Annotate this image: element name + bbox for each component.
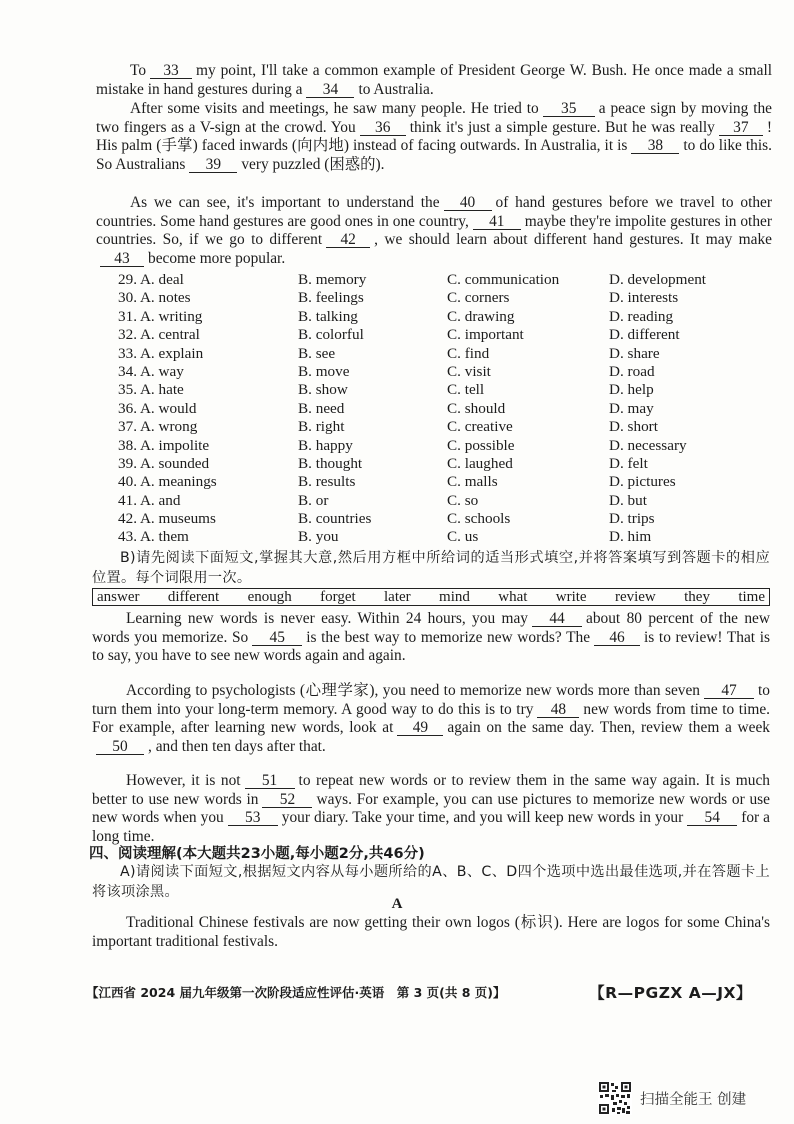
option-a: 32. A. central bbox=[118, 326, 200, 344]
passage-b-paragraph-1: Learning new words is never easy. Within 24 hours, you may 44 about 80 percent of the new words you memorize. So 45 is the best way to memorize new words? The 46 is to review! That is to say, you have to see new words again and again. bbox=[92, 610, 770, 665]
blank-35: 35 bbox=[543, 101, 595, 117]
word-different: different bbox=[167, 588, 220, 605]
section-four-instruction: A)请阅读下面短文,根据短文内容从每小题所给的A、B、C、D四个选项中选出最佳选项,并在答题卡上将该项涂黑。 bbox=[92, 864, 770, 900]
blank-36: 36 bbox=[360, 120, 406, 136]
blank-50: 50 bbox=[96, 739, 144, 755]
cloze-paragraph-2: After some visits and meetings, he saw many people. He tried to 35 a peace sign by moving the two fingers as a V-sign at the crowd. You 36 think it's just a simple gesture. But he was really 37 ! His palm (手掌) faced inwards (向内地) instead of facing outwards. In Australia, it is 38 to do like this. So Australians 39 very puzzled (困惑的). bbox=[96, 100, 773, 173]
option-row-35 bbox=[118, 381, 758, 399]
blank-44: 44 bbox=[532, 611, 582, 627]
option-row-32 bbox=[118, 326, 758, 344]
word-write: write bbox=[555, 588, 587, 605]
option-a: 34. A. way bbox=[118, 362, 184, 380]
option-c: C. so bbox=[447, 491, 479, 509]
option-b: B. happy bbox=[298, 436, 353, 454]
footer-code: 【R—PGZX A—JX】 bbox=[589, 984, 752, 1002]
blank-46: 46 bbox=[594, 630, 640, 646]
option-row-34 bbox=[118, 363, 758, 381]
blank-47: 47 bbox=[704, 683, 754, 699]
option-d: D. short bbox=[609, 418, 658, 436]
word-answer: answer bbox=[97, 588, 140, 605]
option-row-43 bbox=[118, 528, 758, 546]
option-a: 37. A. wrong bbox=[118, 418, 198, 436]
option-d: D. different bbox=[609, 326, 680, 344]
option-a: 39. A. sounded bbox=[118, 454, 210, 472]
option-row-29 bbox=[118, 271, 758, 289]
option-b: B. right bbox=[298, 418, 345, 436]
option-d: D. reading bbox=[609, 307, 674, 325]
blank-38: 38 bbox=[631, 138, 679, 154]
word-time: time bbox=[738, 588, 765, 605]
blank-42: 42 bbox=[326, 232, 370, 248]
option-a: 29. A. deal bbox=[118, 271, 184, 288]
option-b: B. or bbox=[298, 491, 329, 509]
option-row-42 bbox=[118, 510, 758, 528]
qr-code-icon bbox=[598, 1081, 632, 1115]
option-b: B. see bbox=[298, 344, 336, 362]
option-c: C. find bbox=[447, 344, 490, 362]
footer-exam-info: 【江西省 2024 届九年级第一次阶段适应性评估·英语 第 3 页(共 8 页)】 bbox=[86, 985, 506, 1000]
option-b: B. need bbox=[298, 399, 345, 417]
option-c: C. us bbox=[447, 528, 479, 546]
option-d: D. share bbox=[609, 344, 660, 362]
option-a: 42. A. museums bbox=[118, 510, 216, 528]
option-c: C. drawing bbox=[447, 307, 515, 325]
option-b: B. feelings bbox=[298, 289, 364, 307]
option-b: B. show bbox=[298, 381, 348, 399]
option-a: 36. A. would bbox=[118, 399, 197, 417]
scanner-watermark bbox=[598, 1081, 746, 1115]
option-d: D. trips bbox=[609, 510, 655, 528]
option-a: 40. A. meanings bbox=[118, 473, 217, 491]
blank-54: 54 bbox=[687, 810, 737, 826]
cloze-paragraph-1: To 33 my point, I'll take a common example of President George W. Bush. He once made a small mistake in hand gestures during a 34 to Australia. bbox=[96, 62, 772, 98]
word-later: later bbox=[384, 588, 411, 605]
option-b: B. talking bbox=[298, 307, 358, 325]
option-c: C. laughed bbox=[447, 454, 513, 472]
blank-40: 40 bbox=[444, 195, 492, 211]
option-c: C. corners bbox=[447, 289, 510, 307]
option-a: 35. A. hate bbox=[118, 381, 184, 399]
word-they: they bbox=[684, 588, 710, 605]
word-review: review bbox=[614, 588, 656, 605]
option-c: C. possible bbox=[447, 436, 515, 454]
option-c: C. visit bbox=[447, 362, 491, 380]
option-c: C. schools bbox=[447, 510, 511, 528]
page-footer bbox=[86, 981, 752, 1003]
blank-34: 34 bbox=[306, 82, 354, 98]
passage-b-paragraph-2: According to psychologists (心理学家), you need to memorize new words more than seven 47 to turn them into your long-term memory. A good way to do this is to try 48 new words from time to time. For example, after learning new words, look at 49 again on the same day. Then, review them a week50 , and then ten days after that. bbox=[92, 682, 770, 755]
option-a: 31. A. writing bbox=[118, 307, 203, 325]
section-b-instruction: B)请先阅读下面短文,掌握其大意,然后用方框中所给词的适当形式填空,并将答案填写到答题卡的相应位置。每个词限用一次。 bbox=[92, 550, 770, 586]
blank-45: 45 bbox=[252, 630, 302, 646]
cloze-paragraph-3: As we can see, it's important to understand the 40 of hand gestures before we travel to other countries. Some hand gestures are good ones in one country, 41 maybe they're impolite gestures in other countries. So, if we go to different 42 , we should learn about different hand gestures. It may make43 become more popular. bbox=[96, 194, 772, 267]
word-what: what bbox=[498, 588, 528, 605]
option-c: C. tell bbox=[447, 381, 485, 399]
option-c: C. communication bbox=[447, 271, 560, 288]
option-d: D. help bbox=[609, 381, 654, 399]
option-d: D. pictures bbox=[609, 473, 676, 491]
option-row-40 bbox=[118, 473, 758, 491]
word-mind: mind bbox=[439, 588, 470, 605]
option-row-31 bbox=[118, 308, 758, 326]
word-forget: forget bbox=[320, 588, 356, 605]
blank-51: 51 bbox=[245, 773, 295, 789]
option-c: C. creative bbox=[447, 418, 513, 436]
blank-39: 39 bbox=[189, 157, 237, 173]
option-b: B. you bbox=[298, 528, 339, 546]
option-a: 43. A. them bbox=[118, 528, 189, 546]
blank-52: 52 bbox=[262, 792, 312, 808]
options-list bbox=[118, 271, 758, 547]
blank-49: 49 bbox=[397, 720, 443, 736]
option-row-33 bbox=[118, 345, 758, 363]
option-b: B. countries bbox=[298, 510, 372, 528]
passage-b-paragraph-3: However, it is not 51 to repeat new words or to review them in the same way again. It is much better to use new words in 52 ways. For example, you can use pictures to memorize new words or use new words when you 53 your diary. Take your time, and you will keep new words in your 54 for a long time. bbox=[92, 772, 771, 845]
option-b: B. memory bbox=[298, 271, 367, 288]
passage-a-intro: Traditional Chinese festivals are now getting their own logos (标识). Here are logos for some China's important traditional festivals. bbox=[92, 914, 770, 950]
blank-48: 48 bbox=[537, 702, 579, 718]
option-row-39 bbox=[118, 455, 758, 473]
option-c: C. malls bbox=[447, 473, 498, 491]
option-row-37 bbox=[118, 418, 758, 436]
option-d: D. him bbox=[609, 528, 652, 546]
option-d: D. necessary bbox=[609, 436, 687, 454]
option-b: B. thought bbox=[298, 454, 363, 472]
option-d: D. road bbox=[609, 362, 655, 380]
option-row-38 bbox=[118, 437, 758, 455]
option-d: D. but bbox=[609, 491, 647, 509]
option-c: C. important bbox=[447, 326, 524, 344]
option-a: 30. A. notes bbox=[118, 289, 191, 307]
passage-letter: A bbox=[391, 896, 403, 912]
option-b: B. results bbox=[298, 473, 356, 491]
blank-37: 37 bbox=[719, 120, 763, 136]
option-a: 33. A. explain bbox=[118, 344, 204, 362]
option-a: 38. A. impolite bbox=[118, 436, 210, 454]
option-row-30 bbox=[118, 289, 758, 307]
option-b: B. move bbox=[298, 362, 350, 380]
blank-43: 43 bbox=[100, 251, 144, 267]
blank-33: 33 bbox=[150, 63, 192, 79]
option-d: D. felt bbox=[609, 454, 648, 472]
blank-53: 53 bbox=[228, 810, 278, 826]
option-d: D. interests bbox=[609, 289, 679, 307]
option-d: D. may bbox=[609, 399, 654, 417]
scanner-label: 扫描全能王 创建 bbox=[640, 1091, 747, 1108]
section-four-heading: 四、阅读理解(本大题共23小题,每小题2分,共46分) bbox=[89, 846, 425, 862]
word-box bbox=[92, 588, 770, 606]
option-d: D. development bbox=[609, 271, 707, 288]
option-row-41 bbox=[118, 492, 758, 510]
blank-41: 41 bbox=[473, 214, 521, 230]
word-enough: enough bbox=[247, 588, 292, 605]
option-c: C. should bbox=[447, 399, 506, 417]
option-row-36 bbox=[118, 400, 758, 418]
option-b: B. colorful bbox=[298, 326, 364, 344]
option-a: 41. A. and bbox=[118, 491, 181, 509]
